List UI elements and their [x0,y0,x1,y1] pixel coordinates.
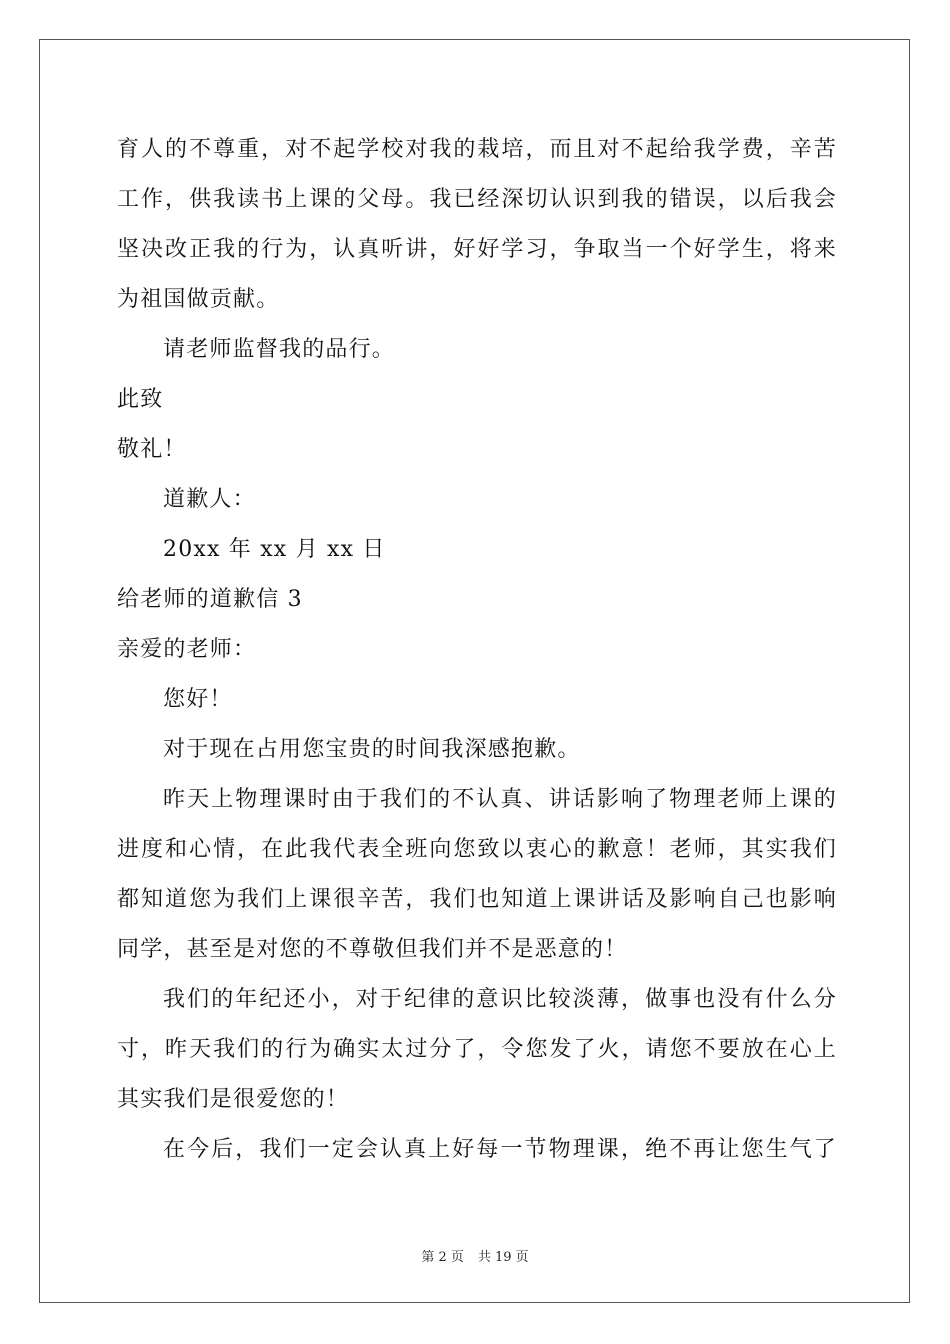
paragraph-line: 请老师监督我的品行。 [163,337,396,362]
salutation-line: 敬礼！ [117,437,187,462]
paragraph-line: 都知道您为我们上课很辛苦，我们也知道上课讲话及影响自己也影响 [117,887,837,912]
section-title: 给老师的道歉信 3 [117,587,303,612]
paragraph-line: 在今后，我们一定会认真上好每一节物理课，绝不再让您生气了 [163,1137,837,1162]
paragraph-line: 对于现在占用您宝贵的时间我深感抱歉。 [163,737,581,762]
greeting-line: 亲爱的老师： [117,637,257,662]
paragraph-line: 寸，昨天我们的行为确实太过分了，令您发了火，请您不要放在心上 [117,1037,837,1062]
page-number: 第 2 页 [421,1250,464,1265]
paragraph-line: 我们的年纪还小，对于纪律的意识比较淡薄，做事也没有什么分 [163,987,837,1012]
paragraph-line: 为祖国做贡献。 [117,287,280,312]
date-line: 20xx 年 xx 月 xx 日 [163,537,386,562]
closing-line: 此致 [117,387,164,412]
paragraph-line: 其实我们是很爱您的！ [117,1087,350,1112]
page-total: 共 19 页 [477,1250,529,1265]
paragraph-line: 您好！ [163,687,233,712]
paragraph-line: 工作，供我读书上课的父母。我已经深切认识到我的错误，以后我会 [117,187,837,212]
paragraph-line: 坚决改正我的行为，认真听讲，好好学习，争取当一个好学生，将来 [117,237,837,262]
signature-label: 道歉人： [163,487,256,512]
paragraph-line: 同学，甚至是对您的不尊敬但我们并不是恶意的！ [117,937,628,962]
paragraph-line: 育人的不尊重，对不起学校对我的栽培，而且对不起给我学费，辛苦 [117,137,837,162]
paragraph-line: 进度和心情，在此我代表全班向您致以衷心的歉意！老师，其实我们 [117,837,837,862]
document-body [117,125,837,1175]
page-footer [0,1246,950,1265]
paragraph-line: 昨天上物理课时由于我们的不认真、讲话影响了物理老师上课的 [163,787,837,812]
